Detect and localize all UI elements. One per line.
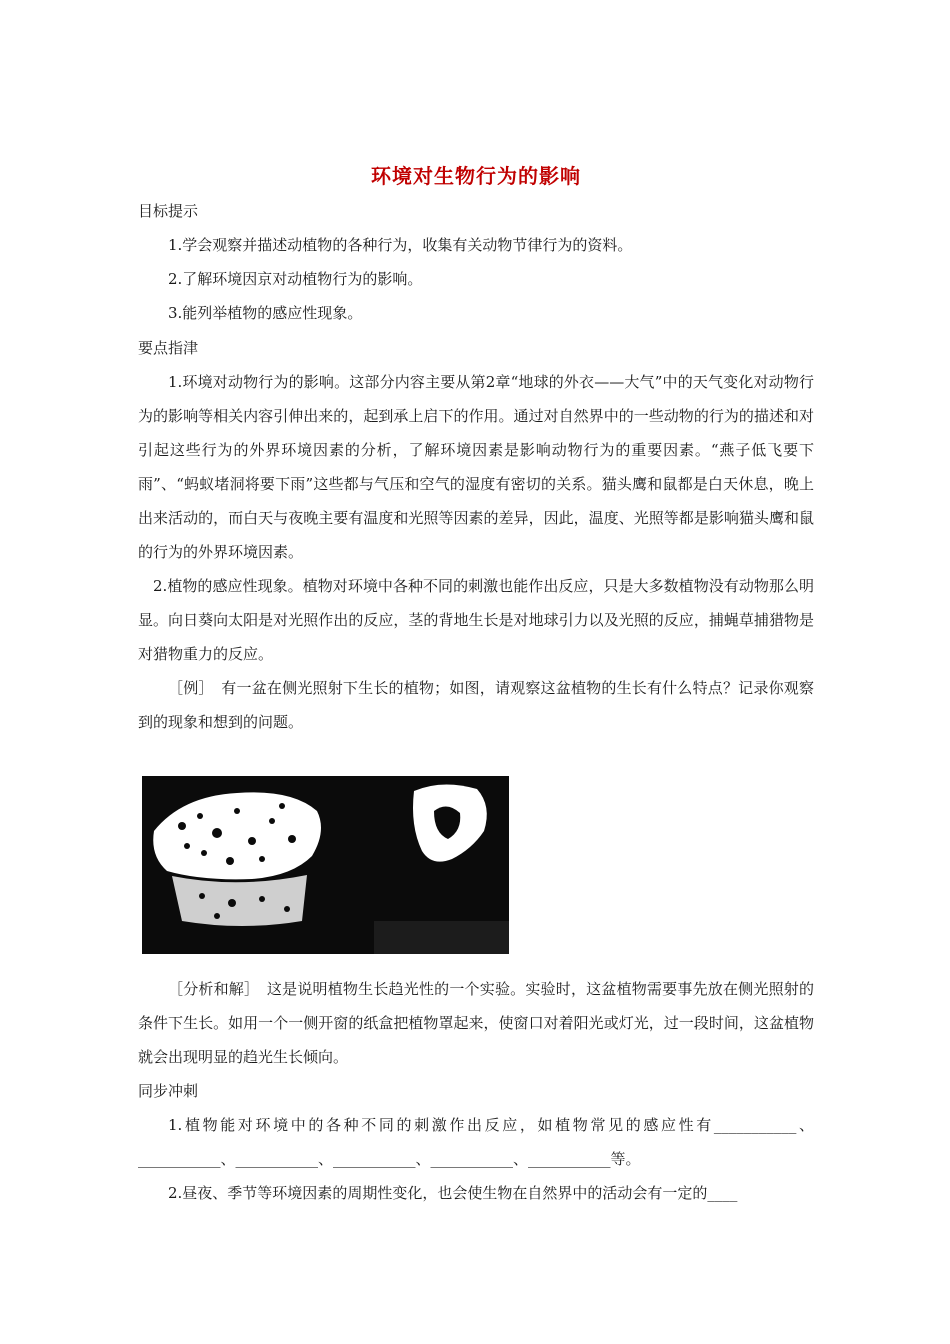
practice-heading: 同步冲刺: [138, 1082, 199, 1100]
analysis-section: [138, 972, 814, 1074]
page-title: 环境对生物行为的影响: [371, 164, 581, 188]
points-paragraph-1: 1.环境对动物行为的影响。这部分内容主要从第2章“地球的外衣——大气”中的天气变化对动物行为的影响等相关内容引伸出来的，起到承上启下的作用。通过对自然界中的一些动物的行为的描述和对引起这些行为的外界环境因素的分析，了解环境因素是影响动物行为的重要因素。“燕子低飞要下雨”、“蚂蚁堵洞将要下雨”这些都与气压和空气的湿度有密切的关系。猫头鹰和鼠都是白天休息，晚上出来活动的，而白天与夜晚主要有温度和光照等因素的差异，因此，温度、光照等都是影响猫头鹰和鼠的行为的外界环境因素。: [138, 373, 814, 561]
practice-question-1: 1.植物能对环境中的各种不同的刺激作出反应，如植物常见的感应性有___________、___________、___________、___________、___________、___________等。: [138, 1116, 814, 1168]
goals-heading: 目标提示: [138, 202, 199, 220]
goal-item-3: 3.能列举植物的感应性现象。: [168, 304, 363, 322]
points-paragraph-2: 2.植物的感应性现象。植物对环境中各种不同的刺激也能作出反应，只是大多数植物没有动物那么明显。向日葵向太阳是对光照作出的反应，茎的背地生长是对地球引力以及光照的反应，捕蝇草捕猎物是对猎物重力的反应。: [138, 577, 814, 663]
goal-item-1: 1.学会观察并描述动植物的各种行为，收集有关动物节律行为的资料。: [168, 236, 633, 254]
example-question: ［例］ 有一盆在侧光照射下生长的植物；如图，请观察这盆植物的生长有什么特点？记录你观察到的现象和想到的问题。: [138, 679, 814, 731]
analysis-paragraph: ［分析和解］ 这是说明植物生长趋光性的一个实验。实验时，这盆植物需要事先放在侧光照射的条件下生长。如用一个一侧开窗的纸盒把植物罩起来，使窗口对着阳光或灯光，过一段时间，这盆植物就会出现明显的趋光生长倾向。: [138, 980, 814, 1066]
practice-question-2: 2.昼夜、季节等环境因素的周期性变化，也会使生物在自然界中的活动会有一定的____: [168, 1184, 738, 1202]
practice-section: [138, 1074, 814, 1210]
goals-section: [138, 194, 814, 330]
plant-phototropism-photo: [142, 771, 509, 954]
goal-item-2: 2.了解环境因京对动植物行为的影响。: [168, 270, 423, 288]
points-section: [138, 331, 814, 739]
points-heading: 要点指津: [138, 339, 199, 357]
